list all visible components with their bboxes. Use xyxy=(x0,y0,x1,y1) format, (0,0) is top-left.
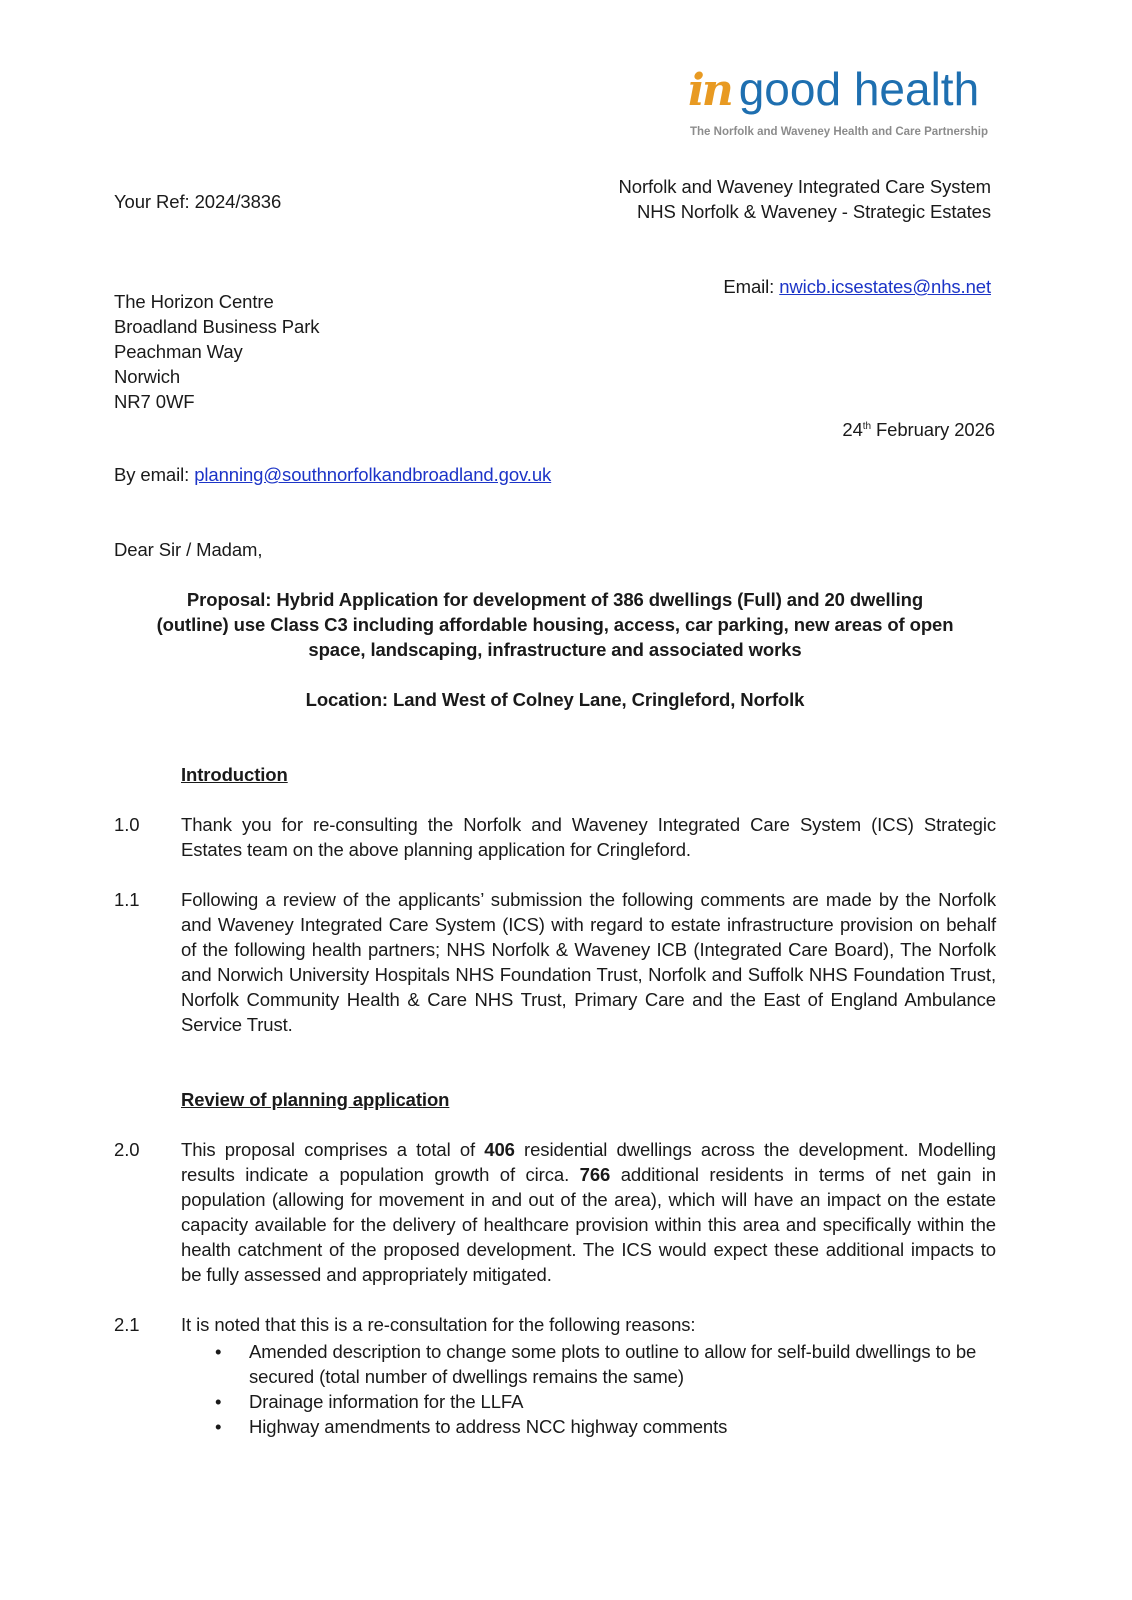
paragraph-text: This proposal comprises a total of 406 residential dwellings across the development. Modelling results indicate a population growth of circa. 766 additional residents in terms of net gain in population (allowing for movement in and out of the area), which will have an impact on the estate capacity available for the delivery of healthcare provision within this area and specifically within the health catchment of the proposed development. The ICS would expect these additional impacts to be fully assessed and appropriately mitigated. xyxy=(181,1139,997,1285)
reasons-list xyxy=(181,1339,996,1439)
by-email-line xyxy=(114,462,551,487)
address-line: The Horizon Centre xyxy=(114,291,274,312)
logo-in-mark: in xyxy=(688,65,731,116)
sender-organisation: Norfolk and Waveney Integrated Care System xyxy=(618,176,991,197)
paragraph-1-0 xyxy=(114,812,996,862)
paragraph-number: 2.0 xyxy=(114,1139,140,1160)
sender-department: NHS Norfolk & Waveney - Strategic Estates xyxy=(636,201,991,222)
paragraph-2-1 xyxy=(114,1312,996,1439)
paragraph-text: Thank you for re-consulting the Norfolk and Waveney Integrated Care System (ICS) Strategic Estates team on the above planning application for Cringleford. xyxy=(181,814,996,860)
address-line: Broadland Business Park xyxy=(114,316,320,337)
logo-tagline: The Norfolk and Waveney Health and Care Partnership xyxy=(690,126,989,138)
proposal-location: Location: Land West of Colney Lane, Cringleford, Norfolk xyxy=(305,689,805,710)
proposal-title: Proposal: Hybrid Application for development of 386 dwellings (Full) and 20 dwelling (outline) use Class C3 including affordable housing, access, car parking, new areas of open space, landscaping, infrastructure and associated works xyxy=(156,589,954,660)
paragraph-text: It is noted that this is a re-consultation for the following reasons: xyxy=(181,1314,696,1335)
paragraph-number: 2.1 xyxy=(114,1314,140,1335)
logo-wordmark: good health xyxy=(738,63,980,115)
letter-date: 24th February 2026 xyxy=(842,419,995,441)
paragraph-2-0 xyxy=(114,1137,996,1287)
sender-email-line xyxy=(723,274,991,299)
paragraph-number: 1.1 xyxy=(114,889,140,910)
salutation: Dear Sir / Madam, xyxy=(114,539,263,560)
in-good-health-logo xyxy=(688,64,979,116)
by-email-label: By email: xyxy=(114,464,195,485)
section-heading-introduction: Introduction xyxy=(181,764,288,785)
address-line: Norwich xyxy=(114,366,181,387)
list-item: • Highway amendments to address NCC highway comments xyxy=(249,1414,996,1439)
paragraph-text: Following a review of the applicants’ submission the following comments are made by the Norfolk and Waveney Integrated Care System (ICS) with regard to estate infrastructure provision on behalf of the following health partners; NHS Norfolk & Waveney ICB (Integrated Care Board), The Norfolk and Norwich University Hospitals NHS Foundation Trust, Norfolk and Suffolk NHS Foundation Trust, Norfolk Community Health & Care NHS Trust, Primary Care and the East of England Ambulance Service Trust. xyxy=(181,889,996,1035)
paragraph-1-1 xyxy=(114,887,996,1037)
recipient-email-link[interactable]: planning@southnorfolkandbroadland.gov.uk xyxy=(194,464,552,485)
recipient-address xyxy=(114,289,319,414)
address-line: NR7 0WF xyxy=(114,391,195,412)
section-heading-review: Review of planning application xyxy=(181,1089,450,1110)
list-item: • Drainage information for the LLFA xyxy=(249,1389,996,1414)
sender-block xyxy=(619,174,992,224)
sender-email-link[interactable]: nwicb.icsestates@nhs.net xyxy=(779,276,991,297)
paragraph-number: 1.0 xyxy=(114,814,140,835)
dwelling-count: 406 xyxy=(484,1139,515,1160)
list-item: • Amended description to change some plots to outline to allow for self-build dwellings to be secured (total number of dwellings remains the same) xyxy=(249,1339,996,1389)
resident-count: 766 xyxy=(579,1164,611,1185)
address-line: Peachman Way xyxy=(114,341,243,362)
your-reference: Your Ref: 2024/3836 xyxy=(114,191,282,212)
email-label: Email: xyxy=(723,276,780,297)
